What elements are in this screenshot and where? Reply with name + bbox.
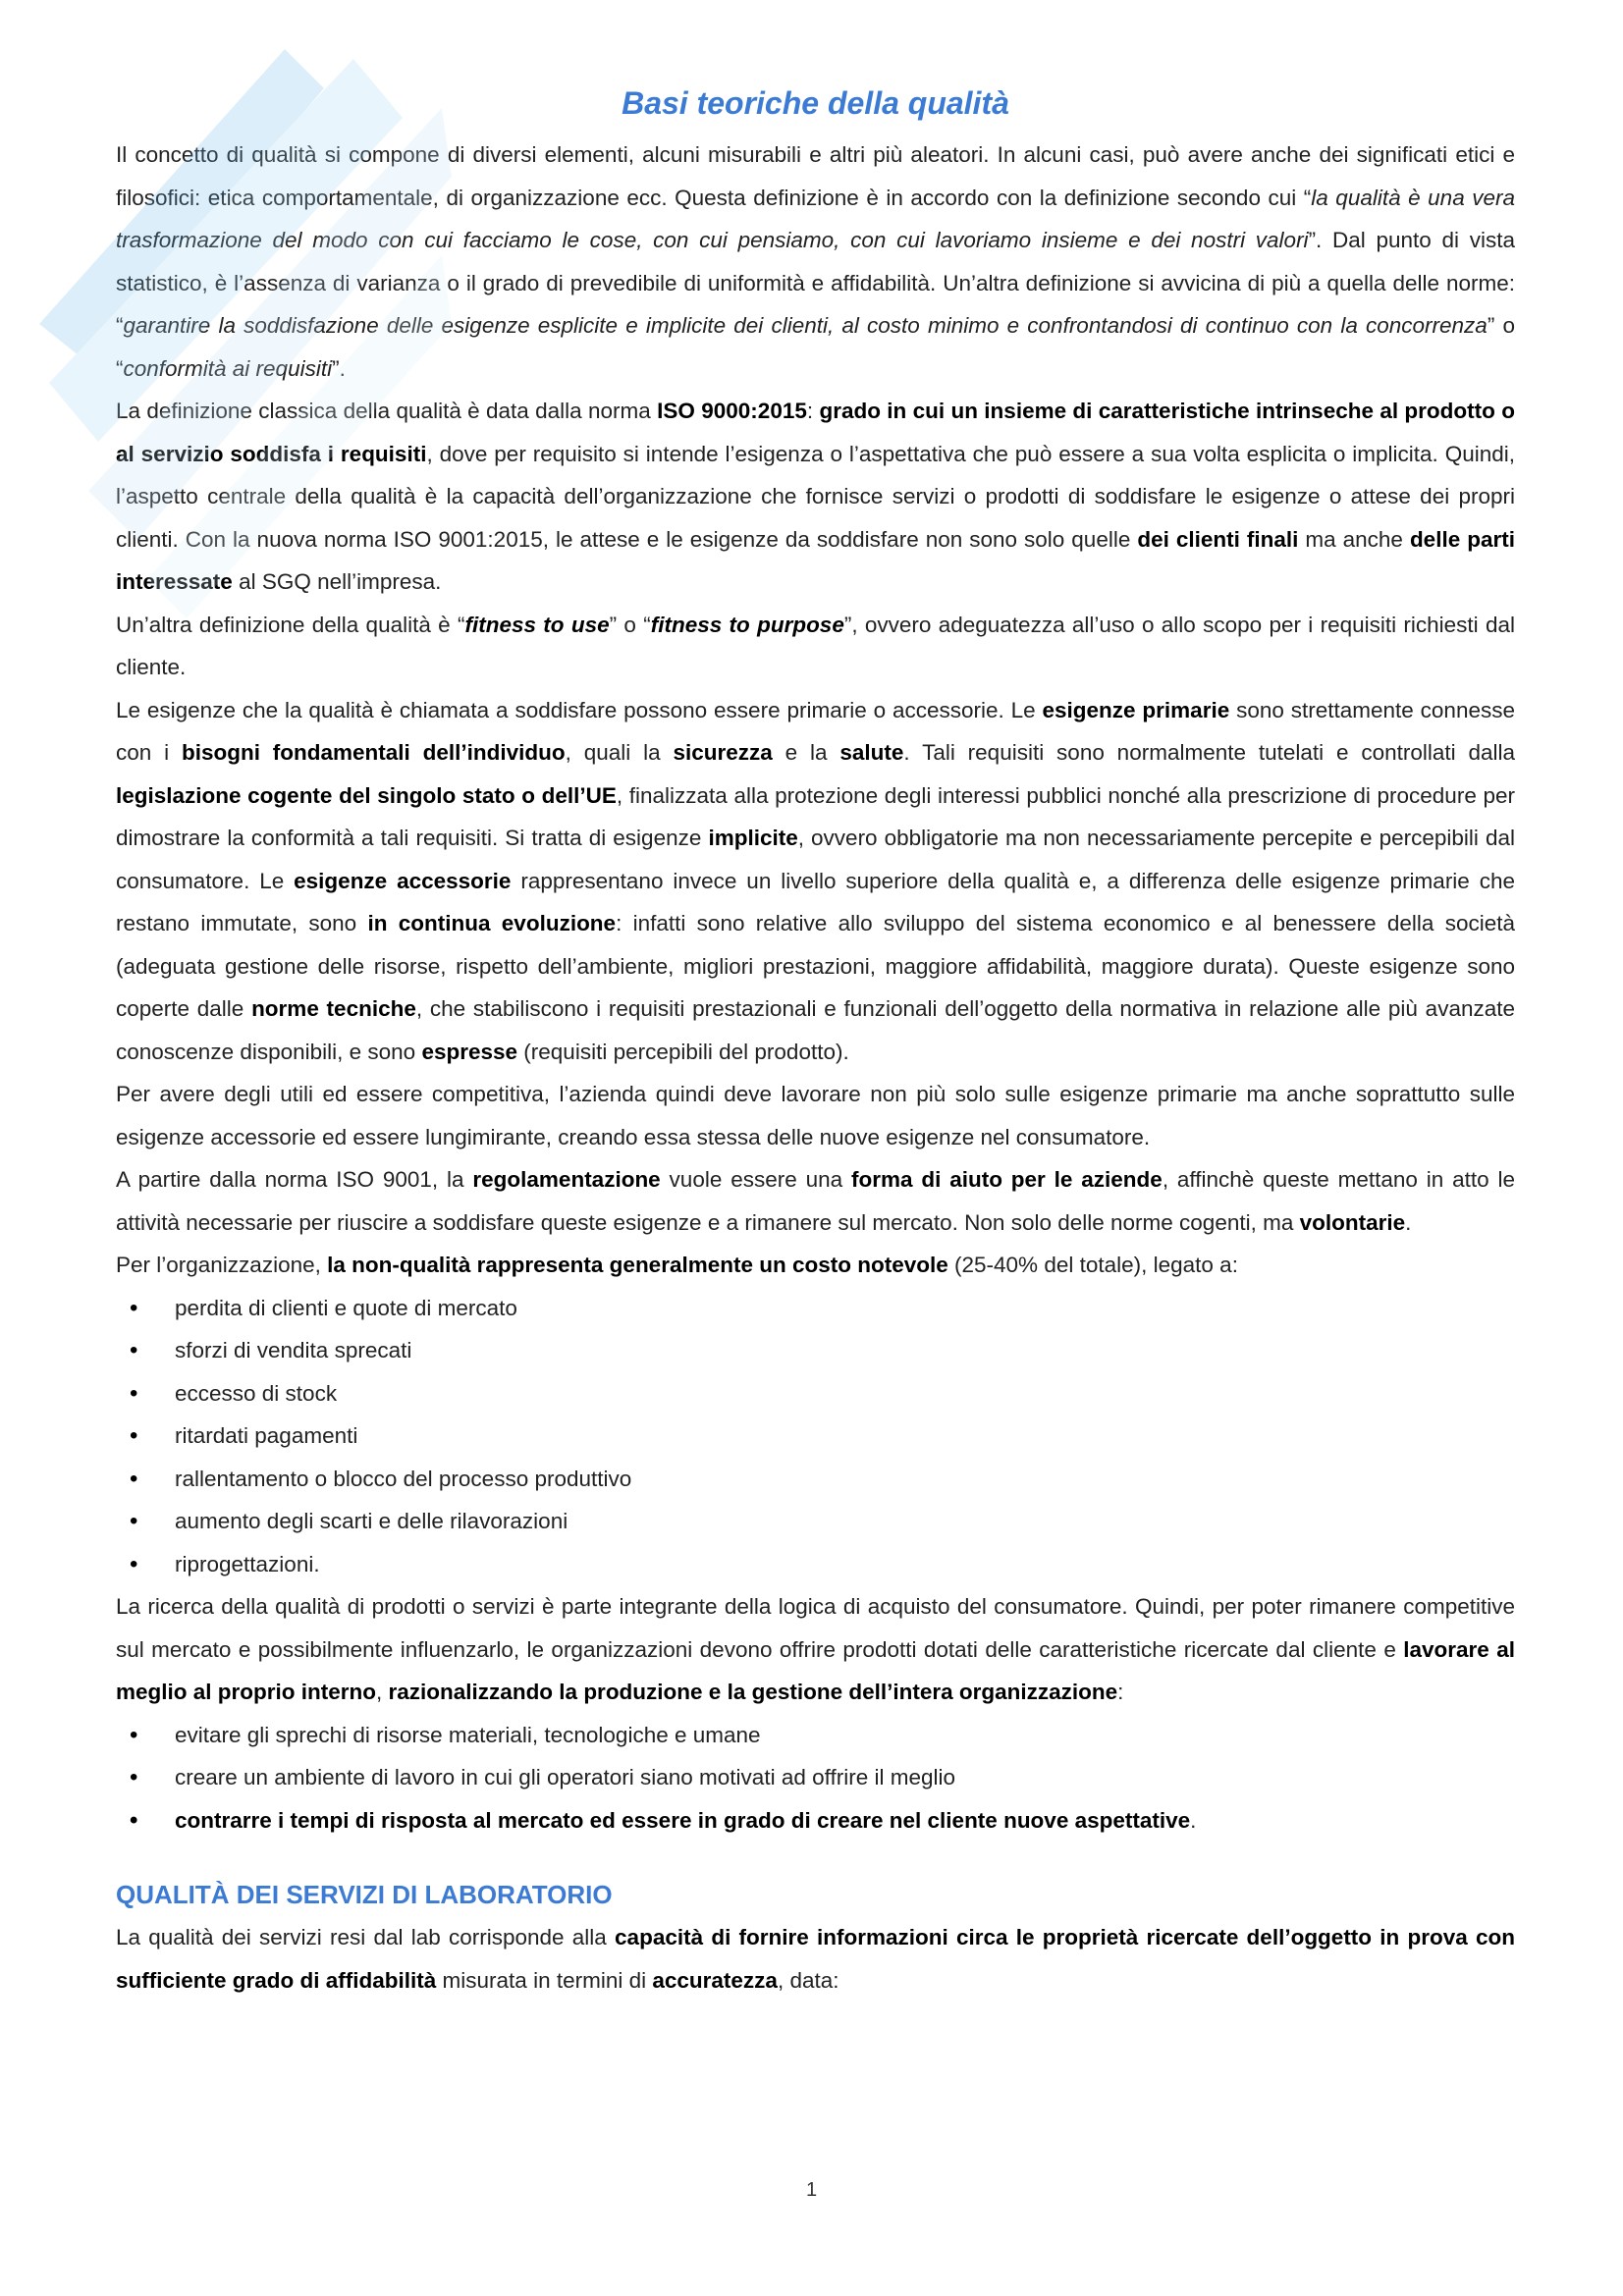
paragraph-iso-definition: La definizione classica della qualità è data dalla norma ISO 9000:2015: grado in cui un insieme di caratteristiche intrinseche al prodotto o al servizio soddisfa i requisiti, dove per requisito si intende l’esigenza o l’aspettativa che può essere a sua volta esplicita o implicita. Quindi, l’aspetto centrale della qualità è la capacità dell’organizzazione che fornisce servizi o prodotti di soddisfare le esigenze o attese dei propri clienti. Con la nuova norma ISO 9001:2015, le attese e le esigenze da soddisfare non sono solo quelle dei clienti finali ma anche delle parti interessate al SGQ nell’impresa. [116, 399, 1515, 594]
paragraph-regolamentazione: A partire dalla norma ISO 9001, la regolamentazione vuole essere una forma di aiuto per le aziende, affinchè queste mettano in atto le attività necessarie per riuscire a soddisfare queste esigenze e a rimanere sul mercato. Non solo delle norme cogenti, ma volontarie. [116, 1167, 1515, 1235]
paragraph-laboratorio: La qualità dei servizi resi dal lab corrisponde alla capacità di fornire informazioni circa le proprietà ricercate dell’oggetto in prova con sufficiente grado di affidabilità misurata in termini di accuratezza, data: [116, 1925, 1515, 1993]
list-item: • perdita di clienti e quote di mercato [116, 1287, 1515, 1330]
list-item: • creare un ambiente di lavoro in cui gli operatori siano motivati ad offrire il meglio [116, 1756, 1515, 1799]
list-item: • aumento degli scarti e delle rilavorazioni [116, 1500, 1515, 1543]
paragraph-competitiva: Per avere degli utili ed essere competitiva, l’azienda quindi deve lavorare non più solo sulle esigenze primarie ma anche soprattutto sulle esigenze accessorie ed essere lungimirante, creando essa stessa delle nuove esigenze nel consumatore. [116, 1082, 1515, 1149]
list-item: • rallentamento o blocco del processo produttivo [116, 1458, 1515, 1501]
list-item: • ritardati pagamenti [116, 1415, 1515, 1458]
section-heading: QUALITÀ DEI SERVIZI DI LABORATORIO [116, 1880, 613, 1909]
paragraph-esigenze: Le esigenze che la qualità è chiamata a soddisfare possono essere primarie o accessorie. Le esigenze primarie sono strettamente connesse con i bisogni fondamentali dell’individuo, quali la sicurezza e la salute. Tali requisiti sono normalmente tutelati e controllati dalla legislazione cogente del singolo stato o dell’UE, finalizzata alla protezione degli interessi pubblici nonché alla prescrizione di procedure per dimostrare la conformità a tali requisiti. Si tratta di esigenze implicite, ovvero obbligatorie ma non necessariamente percepite e percepibili dal consumatore. Le esigenze accessorie rappresentano invece un livello superiore della qualità e, a differenza delle esigenze primarie che restano immutate, sono in continua evoluzione: infatti sono relative allo sviluppo del sistema economico e al benessere della società (adeguata gestione delle risorse, rispetto dell’ambiente, migliori prestazioni, maggiore affidabilità, maggiore durata). Queste esigenze sono coperte dalle norme tecniche, che stabiliscono i requisiti prestazionali e funzionali dell’oggetto della normativa in relazione alle più avanzate conoscenze disponibili, e sono espresse (requisiti percepibili del prodotto). [116, 697, 1516, 1064]
page-title: Basi teoriche della qualità [622, 85, 1009, 121]
paragraph-fitness: Un’altra definizione della qualità è “fitness to use” o “fitness to purpose”, ovvero adeguatezza all’uso o allo scopo per i requisiti richiesti dal cliente. [116, 612, 1515, 679]
page-number: 1 [805, 2179, 818, 2201]
actions-list [116, 1714, 1515, 1842]
paragraph-ricerca-qualita: La ricerca della qualità di prodotti o servizi è parte integrante della logica di acquisto del consumatore. Quindi, per poter rimanere competitive sul mercato e possibilmente influenzarlo, le organizzazioni devono offrire prodotti dotati delle caratteristiche ricercate dal cliente e lavorare al meglio al proprio interno, razionalizzando la produzione e la gestione dell’intera organizzazione: [116, 1594, 1515, 1704]
costs-list [116, 1287, 1515, 1586]
list-item: • riprogettazioni. [116, 1543, 1515, 1586]
list-item: • evitare gli sprechi di risorse materiali, tecnologiche e umane [116, 1714, 1515, 1757]
paragraph-non-qualita: Per l’organizzazione, la non-qualità rappresenta generalmente un costo notevole (25-40% del totale), legato a: [116, 1253, 1238, 1277]
paragraph-intro: Il concetto di qualità si compone di diversi elementi, alcuni misurabili e altri più aleatori. In alcuni casi, può avere anche dei significati etici e filosofici: etica comportamentale, di organizzazione ecc. Questa definizione è in accordo con la definizione secondo cui “la qualità è una vera trasformazione del modo con cui facciamo le cose, con cui pensiamo, con cui lavoriamo insieme e dei nostri valori”. Dal punto di vista statistico, è l’assenza di varianza o il grado di prevedibile di uniformità e affidabilità. Un’altra definizione si avvicina di più a quella delle norme: “garantire la soddisfazione delle esigenze esplicite e implicite dei clienti, al costo minimo e confrontandosi di continuo con la concorrenza” o “conformità ai requisiti”. [116, 142, 1515, 381]
list-item: • sforzi di vendita sprecati [116, 1329, 1515, 1372]
list-item: • contrarre i tempi di risposta al mercato ed essere in grado di creare nel cliente nuove aspettative. [116, 1799, 1515, 1842]
list-item: • eccesso di stock [116, 1372, 1515, 1415]
